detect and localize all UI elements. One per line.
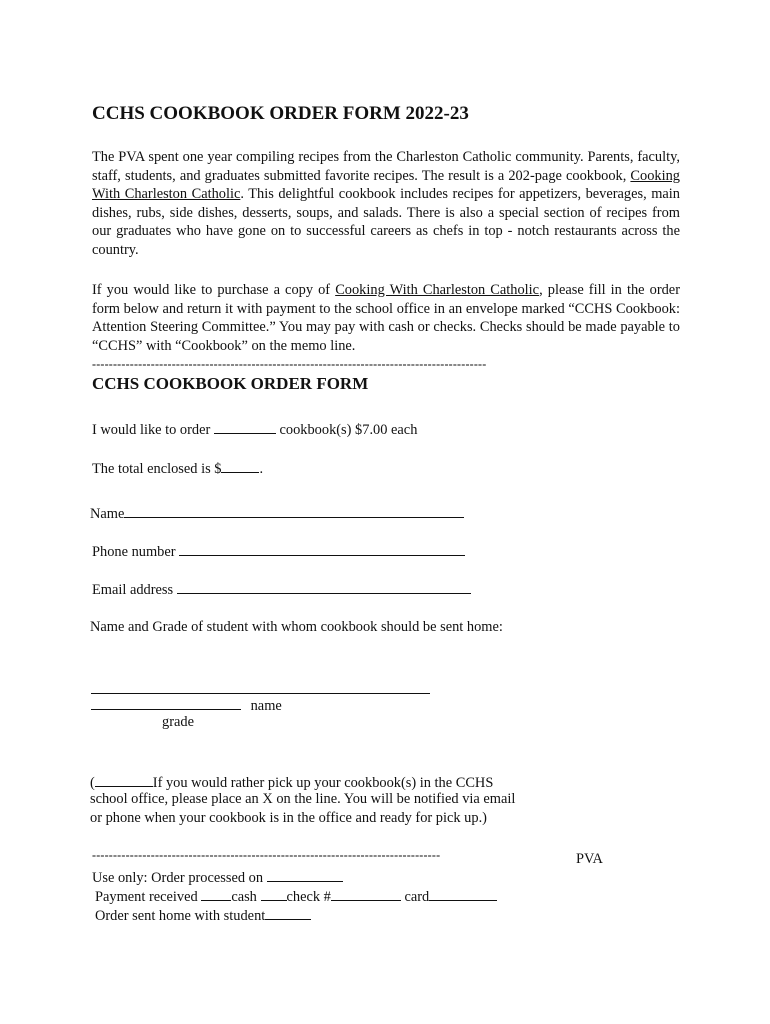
cash-field[interactable] (201, 886, 231, 901)
divider-bottom: ----------------------------------------------------------------------------------- (92, 848, 441, 862)
pva-divider-line (92, 848, 603, 868)
cookbook-title-2: Cooking With Charleston Catholic (335, 282, 540, 298)
student-name-grade-line: name (91, 695, 282, 715)
quantity-field[interactable] (214, 419, 276, 434)
email-line: Email address (92, 579, 471, 599)
pva-label: PVA (576, 851, 603, 867)
form-heading: CCHS COOKBOOK ORDER FORM (92, 374, 369, 393)
student-label: Name and Grade of student with whom cookbook should be sent home: (90, 619, 503, 635)
student-grade-field[interactable] (91, 695, 241, 710)
check-field[interactable] (261, 886, 287, 901)
processed-date-field[interactable] (267, 867, 343, 882)
card-field[interactable] (429, 886, 497, 901)
sent-home-line: Order sent home with student (95, 905, 311, 925)
name-line: Name (90, 503, 464, 523)
divider-top: ---------------------------------------------------------------------------------------------- (92, 357, 487, 371)
total-enclosed-line: The total enclosed is $ . (92, 458, 263, 478)
pickup-line-3: or phone when your cookbook is in the office and ready for pick up.) (90, 810, 487, 826)
phone-line: Phone number (92, 541, 465, 561)
cookbook-title: Cooking With Charleston Catholic (92, 167, 680, 203)
total-field[interactable] (221, 458, 259, 473)
phone-field[interactable] (179, 541, 465, 556)
order-processed-line: Use only: Order processed on (92, 867, 343, 887)
pickup-line-2: school office, please place an X on the line. You will be notified via email (90, 791, 516, 807)
pickup-line-1: ( If you would rather pick up your cookbook(s) in the CCHS (90, 772, 493, 792)
payment-received-line: Payment received cash check # card (95, 886, 497, 906)
pickup-checkbox-field[interactable] (95, 772, 153, 787)
student-name-field[interactable] (91, 679, 430, 694)
intro-paragraph-1: The PVA spent one year compiling recipes from the Charleston Catholic community. Parents, faculty, staff, students, and graduates submitted favorite recipes. The result is a 202-page cookbook, Cooking With Charleston Catholic. This delightful cookbook includes recipes for appetizers, beverages, main dishes, rubs, side dishes, desserts, soups, and salads. There is also a special section of recipes from our graduates who have gone on to successful careers as chefs in top - notch restaurants across the country. (92, 149, 681, 258)
check-number-field[interactable] (331, 886, 401, 901)
sent-home-field[interactable] (265, 905, 311, 920)
name-field[interactable] (124, 503, 464, 518)
order-quantity-line: I would like to order cookbook(s) $7.00 each (92, 419, 417, 439)
grade-label: grade (162, 714, 194, 730)
intro-paragraph-2: If you would like to purchase a copy of Cooking With Charleston Catholic, please fill in the order form below and return it with payment to the school office in an envelope marked “CCHS Cookbook: Attention Steering Committee.” You may pay with cash or checks. Checks should be made payable to “CCHS” with “Cookbook” on the memo line. (92, 282, 680, 354)
page-title: CCHS COOKBOOK ORDER FORM 2022-23 (92, 103, 469, 124)
email-field[interactable] (177, 579, 471, 594)
